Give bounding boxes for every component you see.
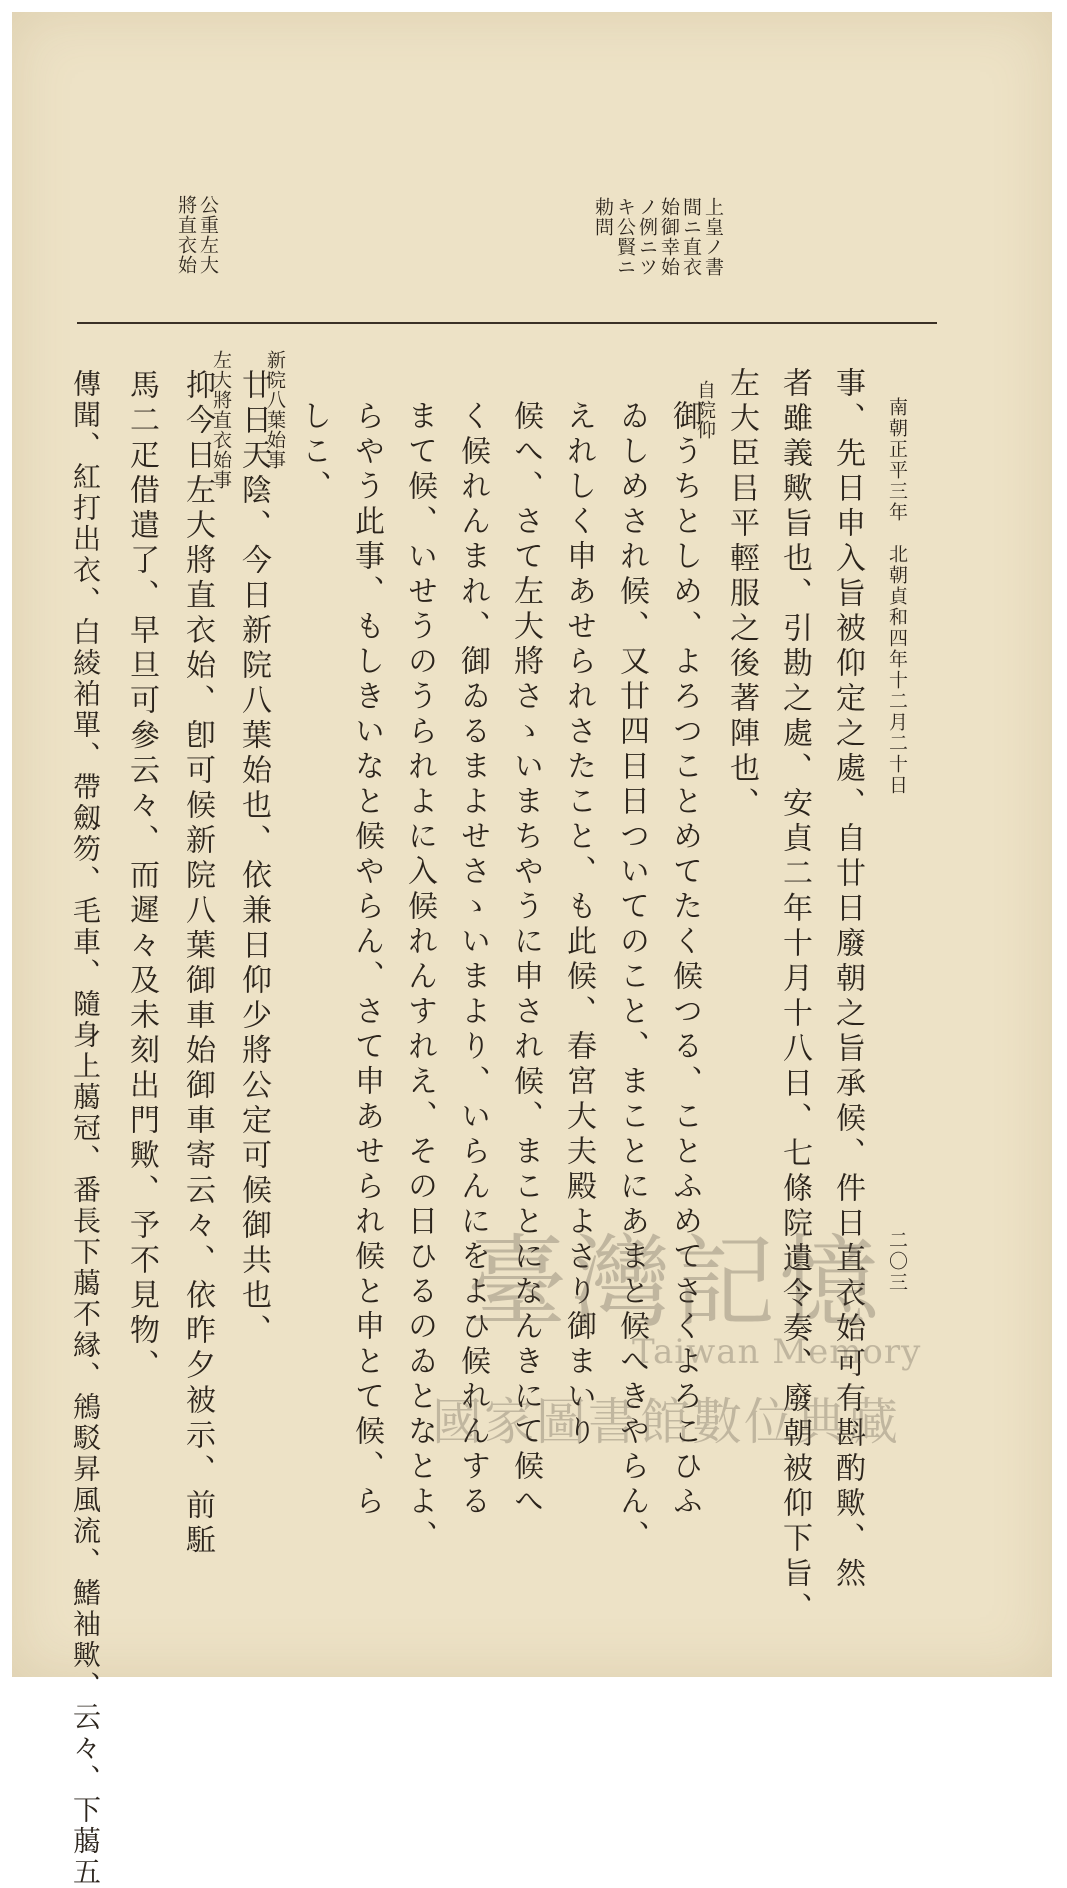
text-column-9: まて候、いせうのうられよに入候れんすれえ、その日ひるのゐとなとよ、	[402, 400, 437, 1555]
text-column-12: 廿日天陰、今日新院八葉始也、依兼日仰少將公定可候御共也、	[236, 369, 271, 1349]
text-column-5: ゐしめされ候、又廿四日日ついてのこと、まことにあまと候へきやらん、	[614, 400, 649, 1555]
text-column-1: 事、先日申入旨被仰定之處、自廿日廢朝之旨承候、件日直衣始可有斟酌歟、然	[830, 367, 865, 1592]
text-column-8: く候れんまれ、御ゐるまよせさゝいまより、いらんにをよひ候れんする	[455, 400, 490, 1520]
side-note-shin-in: 新院八葉始事	[264, 350, 286, 470]
text-column-14: 馬二疋借遣了、早旦可參云々、而遲々及未刻出門歟、予不見物、	[124, 369, 159, 1384]
watermark-chinese-title: 臺灣記憶	[467, 1224, 883, 1341]
text-column-7: 候へ、さて左大將さゝいまちやうに申され候、まことになんきにて候へ	[508, 400, 543, 1520]
text-column-15: 傳聞、紅打出衣、白綾袙單、帶劔笏、毛車、隨身上﨟冠、番長下﨟不縁、鴘駁昇風流、鰭袖歟、云々、下﨟五	[69, 369, 102, 1888]
text-column-10: らやう此事、もしきいなと候やらん、さて申あせられ候と申とて候、ら	[349, 400, 384, 1520]
watermark-library: 國家圖書館數位典藏	[432, 1393, 900, 1451]
watermark-english-title: Taiwan Memory	[632, 1332, 922, 1372]
page-number: 二〇三	[886, 1230, 908, 1293]
text-column-11: しこ、	[296, 400, 331, 505]
text-column-13: 抑今日左大將直衣始、卽可候新院八葉御車始御車寄云々、依昨夕被示、前駈	[180, 369, 215, 1559]
document-page	[12, 12, 1052, 1888]
margin-note-imperial-inquiry: 上皇ノ書 間ニ直衣 始御幸始 ノ例ニツ キ公賢ニ 勅問	[592, 197, 724, 277]
text-column-6: えれしく申あせられさたこと、も此候、春宮大夫殿よさり御まいり	[561, 400, 596, 1450]
margin-note-kinshige: 公重左大 將直衣始	[175, 195, 219, 275]
header-rule	[77, 322, 937, 324]
side-note-from-in: 自院仰	[694, 380, 716, 440]
text-column-4: 御うちとしめ、よろつことめてたく候つる、ことふめてさくよろこひふ	[667, 400, 702, 1520]
era-heading: 南朝正平三年 北朝貞和四年十二月二十日	[886, 397, 908, 796]
side-note-sadaisho: 左大將直衣始事	[210, 350, 232, 490]
text-column-2: 者雖義歟旨也、引勘之處、安貞二年十月十八日、七條院遺令奏、廢朝被仰下旨、	[777, 367, 812, 1627]
text-column-3: 左大臣㠯平輕服之後著陣也、	[724, 367, 759, 822]
